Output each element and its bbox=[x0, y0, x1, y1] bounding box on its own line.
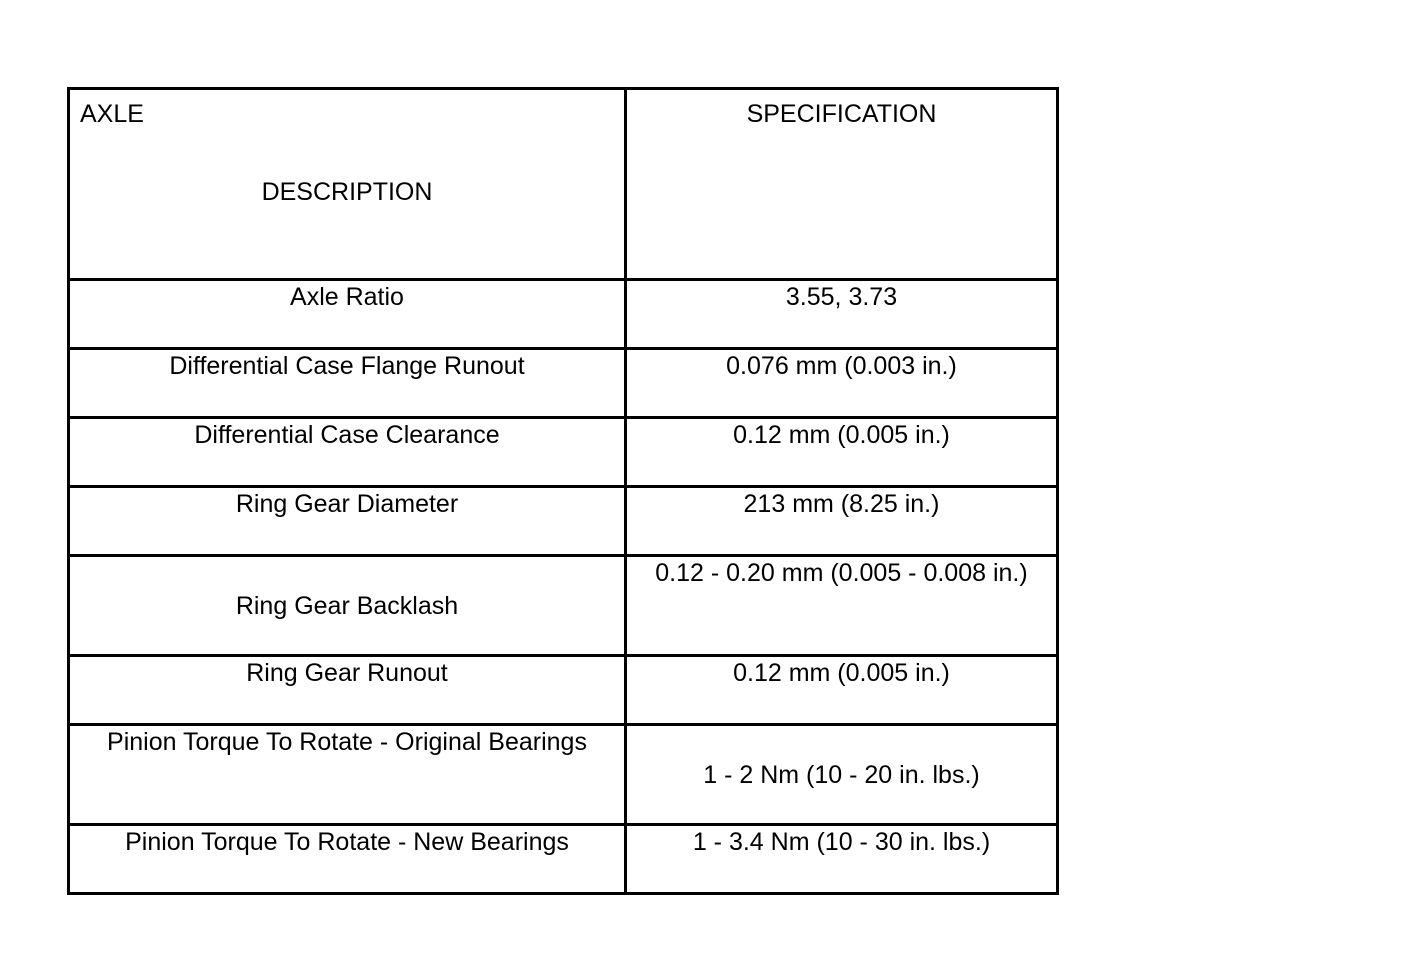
table-row bbox=[69, 487, 1058, 556]
axle-specification-table bbox=[67, 87, 1059, 895]
row-specification: 0.076 mm (0.003 in.) bbox=[626, 349, 1058, 418]
table-row bbox=[69, 725, 1058, 825]
table-row bbox=[69, 556, 1058, 656]
table-row bbox=[69, 418, 1058, 487]
row-description: Ring Gear Runout bbox=[69, 656, 626, 725]
row-specification: 1 - 2 Nm (10 - 20 in. lbs.) bbox=[626, 725, 1058, 825]
row-description: Differential Case Clearance bbox=[69, 418, 626, 487]
table-row bbox=[69, 349, 1058, 418]
table-row bbox=[69, 280, 1058, 349]
header-axle-description bbox=[69, 89, 626, 280]
table-row bbox=[69, 825, 1058, 894]
header-axle-label: AXLE bbox=[80, 100, 144, 128]
row-description: Pinion Torque To Rotate - New Bearings bbox=[69, 825, 626, 894]
row-description: Differential Case Flange Runout bbox=[69, 349, 626, 418]
row-specification: 0.12 mm (0.005 in.) bbox=[626, 656, 1058, 725]
header-specification bbox=[626, 89, 1058, 280]
header-specification-label: SPECIFICATION bbox=[746, 100, 937, 128]
row-specification: 1 - 3.4 Nm (10 - 30 in. lbs.) bbox=[626, 825, 1058, 894]
table-row bbox=[69, 656, 1058, 725]
row-specification: 0.12 - 0.20 mm (0.005 - 0.008 in.) bbox=[626, 556, 1058, 656]
row-specification: 213 mm (8.25 in.) bbox=[626, 487, 1058, 556]
row-description: Ring Gear Backlash bbox=[69, 556, 626, 656]
row-description: Ring Gear Diameter bbox=[69, 487, 626, 556]
row-specification: 3.55, 3.73 bbox=[626, 280, 1058, 349]
row-description: Axle Ratio bbox=[69, 280, 626, 349]
row-specification: 0.12 mm (0.005 in.) bbox=[626, 418, 1058, 487]
table-header-row bbox=[69, 89, 1058, 280]
row-description: Pinion Torque To Rotate - Original Bearings bbox=[69, 725, 626, 825]
header-description-label: DESCRIPTION bbox=[261, 178, 433, 206]
